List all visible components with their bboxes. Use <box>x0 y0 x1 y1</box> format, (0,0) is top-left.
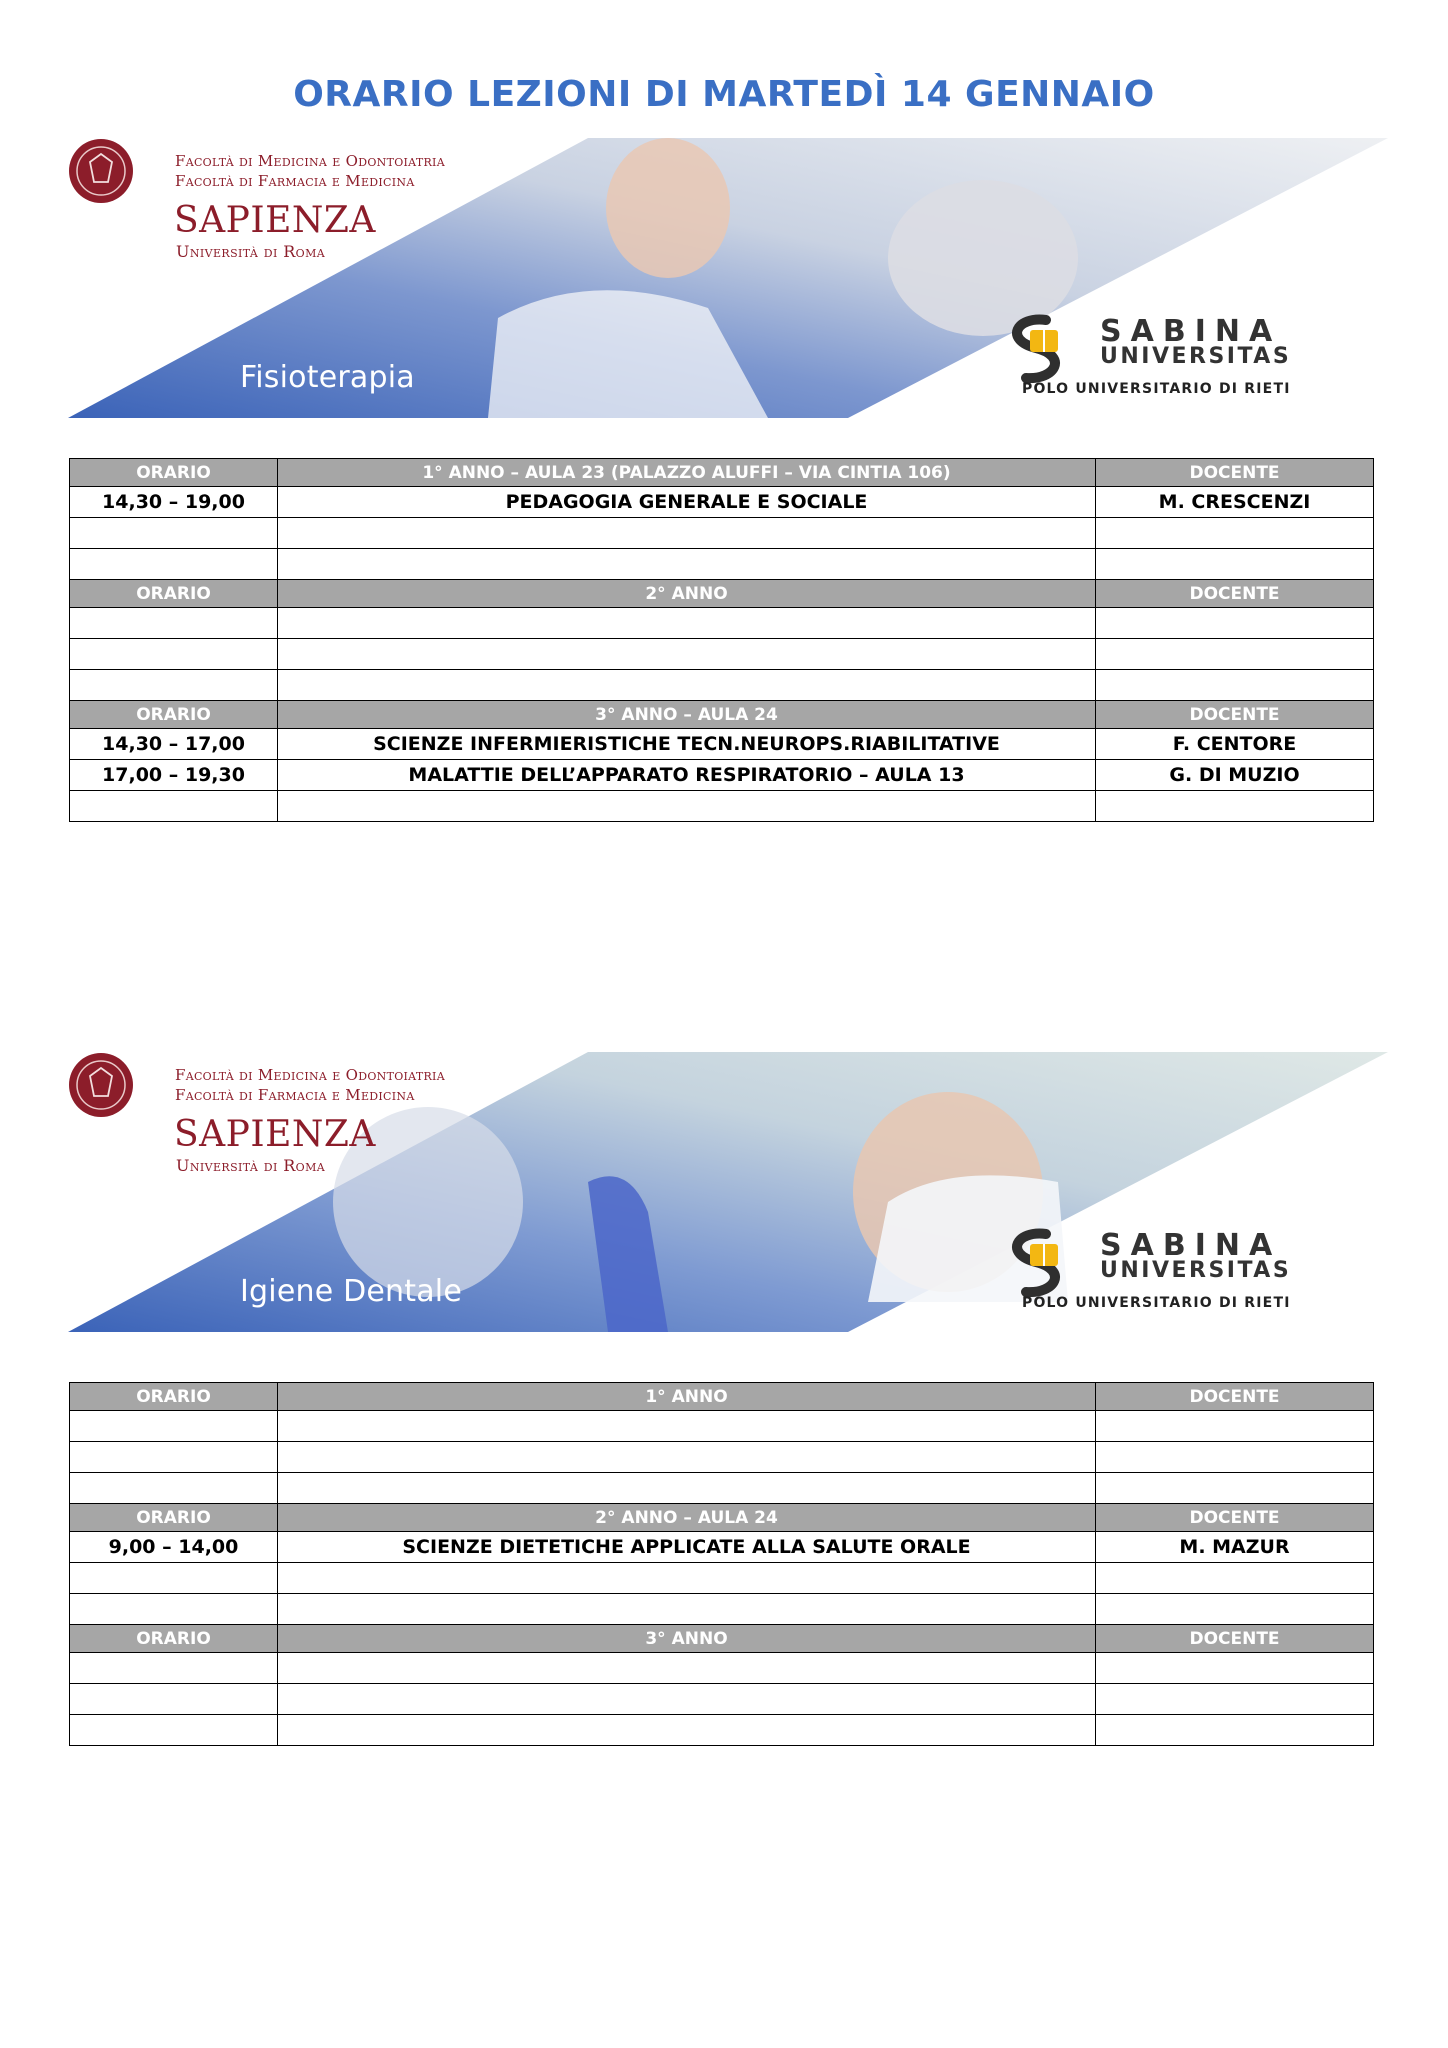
header-docente: DOCENTE <box>1096 701 1374 729</box>
sabina-word: SABINA <box>1100 314 1282 349</box>
cell-materia: SCIENZE INFERMIERISTICHE TECN.NEUROPS.RIABILITATIVE <box>278 729 1096 760</box>
cell-orario <box>70 1715 278 1746</box>
table-row <box>70 608 1374 639</box>
cell-orario <box>70 518 278 549</box>
cell-docente <box>1096 1473 1374 1504</box>
cell-orario <box>70 1563 278 1594</box>
cell-docente <box>1096 1563 1374 1594</box>
cell-materia <box>278 1411 1096 1442</box>
table-row <box>70 1715 1374 1746</box>
table-header-row <box>70 701 1374 729</box>
cell-orario <box>70 1594 278 1625</box>
cell-docente <box>1096 670 1374 701</box>
table-row <box>70 1442 1374 1473</box>
header-orario: ORARIO <box>70 580 278 608</box>
cell-materia <box>278 518 1096 549</box>
cell-docente <box>1096 1411 1374 1442</box>
header-docente: DOCENTE <box>1096 459 1374 487</box>
table-row <box>70 1411 1374 1442</box>
header-docente: DOCENTE <box>1096 1625 1374 1653</box>
cell-materia <box>278 791 1096 822</box>
cell-orario: 14,30 – 17,00 <box>70 729 278 760</box>
table-row <box>70 1594 1374 1625</box>
sabina-polo: POLO UNIVERSITARIO DI RIETI <box>1022 381 1291 397</box>
cell-orario <box>70 1442 278 1473</box>
table-header-row <box>70 580 1374 608</box>
cell-materia <box>278 670 1096 701</box>
cell-docente: M. CRESCENZI <box>1096 487 1374 518</box>
cell-orario <box>70 608 278 639</box>
cell-orario <box>70 1411 278 1442</box>
cell-orario <box>70 1684 278 1715</box>
sapienza-seal-icon <box>68 1052 134 1118</box>
schedule-table-igiene-dentale <box>69 1382 1374 1746</box>
cell-materia <box>278 1684 1096 1715</box>
cell-docente: F. CENTORE <box>1096 729 1374 760</box>
cell-orario: 14,30 – 19,00 <box>70 487 278 518</box>
course-label: Fisioterapia <box>240 360 415 395</box>
cell-materia: SCIENZE DIETETICHE APPLICATE ALLA SALUTE ORALE <box>278 1532 1096 1563</box>
cell-orario <box>70 670 278 701</box>
cell-materia: MALATTIE DELL’APPARATO RESPIRATORIO – AULA 13 <box>278 760 1096 791</box>
header-anno: 1° ANNO <box>278 1383 1096 1411</box>
table-row <box>70 1653 1374 1684</box>
cell-materia <box>278 1563 1096 1594</box>
table-header-row <box>70 1383 1374 1411</box>
table-row <box>70 549 1374 580</box>
cell-materia <box>278 1715 1096 1746</box>
sapienza-university: Università di Roma <box>176 242 326 261</box>
cell-docente <box>1096 1442 1374 1473</box>
cell-orario <box>70 791 278 822</box>
header-orario: ORARIO <box>70 701 278 729</box>
cell-docente <box>1096 1684 1374 1715</box>
cell-orario <box>70 639 278 670</box>
table-row <box>70 760 1374 791</box>
faculty-line-1: Facoltà di Medicina e Odontoiatria <box>175 152 445 170</box>
cell-docente <box>1096 1653 1374 1684</box>
table-row <box>70 518 1374 549</box>
sapienza-name: SAPIENZA <box>174 1114 376 1155</box>
table-header-row <box>70 459 1374 487</box>
cell-materia <box>278 639 1096 670</box>
header-docente: DOCENTE <box>1096 1383 1374 1411</box>
cell-orario <box>70 549 278 580</box>
cell-docente <box>1096 1594 1374 1625</box>
table-row <box>70 729 1374 760</box>
schedule-table-fisioterapia <box>69 458 1374 822</box>
table-row <box>70 1473 1374 1504</box>
sapienza-seal-icon <box>68 138 134 204</box>
table-row <box>70 670 1374 701</box>
header-docente: DOCENTE <box>1096 580 1374 608</box>
faculty-line-2: Facoltà di Farmacia e Medicina <box>175 1086 415 1104</box>
table-row <box>70 1563 1374 1594</box>
header-anno: 3° ANNO <box>278 1625 1096 1653</box>
cell-materia <box>278 608 1096 639</box>
header-anno: 2° ANNO <box>278 580 1096 608</box>
header-anno: 1° ANNO – AULA 23 (PALAZZO ALUFFI – VIA CINTIA 106) <box>278 459 1096 487</box>
cell-orario <box>70 1653 278 1684</box>
header-orario: ORARIO <box>70 1504 278 1532</box>
cell-docente: G. DI MUZIO <box>1096 760 1374 791</box>
table-header-row <box>70 1504 1374 1532</box>
cell-docente: M. MAZUR <box>1096 1532 1374 1563</box>
cell-docente <box>1096 549 1374 580</box>
header-docente: DOCENTE <box>1096 1504 1374 1532</box>
cell-materia <box>278 1594 1096 1625</box>
cell-materia <box>278 1442 1096 1473</box>
table-row <box>70 791 1374 822</box>
table-header-row <box>70 1625 1374 1653</box>
cell-materia <box>278 1473 1096 1504</box>
table-row <box>70 1532 1374 1563</box>
sabina-polo: POLO UNIVERSITARIO DI RIETI <box>1022 1295 1291 1311</box>
header-anno: 3° ANNO – AULA 24 <box>278 701 1096 729</box>
cell-materia: PEDAGOGIA GENERALE E SOCIALE <box>278 487 1096 518</box>
page-title: ORARIO LEZIONI DI MARTEDÌ 14 GENNAIO <box>293 74 1155 115</box>
cell-orario: 9,00 – 14,00 <box>70 1532 278 1563</box>
faculty-line-1: Facoltà di Medicina e Odontoiatria <box>175 1066 445 1084</box>
header-orario: ORARIO <box>70 1625 278 1653</box>
header-orario: ORARIO <box>70 459 278 487</box>
sapienza-name: SAPIENZA <box>174 200 376 241</box>
course-label: Igiene Dentale <box>240 1274 462 1309</box>
cell-materia <box>278 1653 1096 1684</box>
sabina-universitas: UNIVERSITAS <box>1100 1258 1292 1283</box>
table-row <box>70 639 1374 670</box>
cell-docente <box>1096 1715 1374 1746</box>
cell-docente <box>1096 608 1374 639</box>
sapienza-university: Università di Roma <box>176 1156 326 1175</box>
cell-orario <box>70 1473 278 1504</box>
table-row <box>70 1684 1374 1715</box>
sabina-universitas: UNIVERSITAS <box>1100 344 1292 369</box>
faculty-line-2: Facoltà di Farmacia e Medicina <box>175 172 415 190</box>
cell-docente <box>1096 791 1374 822</box>
table-row <box>70 487 1374 518</box>
cell-orario: 17,00 – 19,30 <box>70 760 278 791</box>
cell-materia <box>278 549 1096 580</box>
cell-docente <box>1096 518 1374 549</box>
header-orario: ORARIO <box>70 1383 278 1411</box>
header-anno: 2° ANNO – AULA 24 <box>278 1504 1096 1532</box>
cell-docente <box>1096 639 1374 670</box>
sabina-word: SABINA <box>1100 1228 1282 1263</box>
